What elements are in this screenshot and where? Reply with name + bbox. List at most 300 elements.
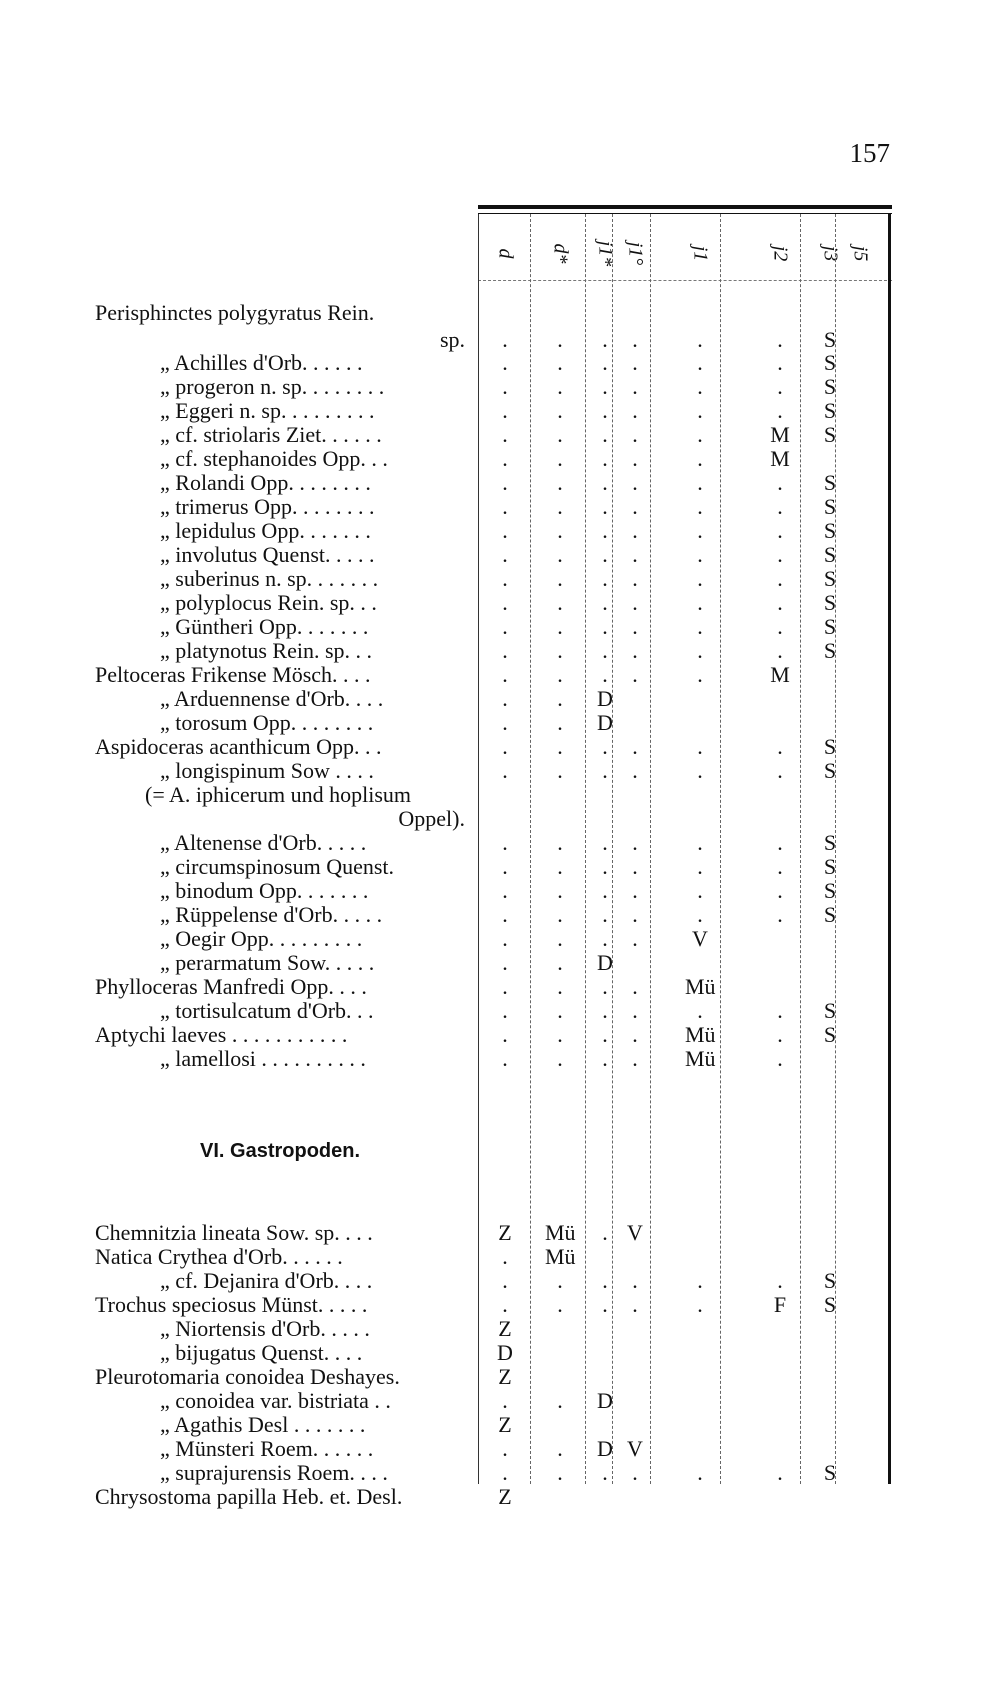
occurrence-cell: . bbox=[697, 1292, 703, 1317]
occurrence-cell: . bbox=[777, 998, 783, 1023]
occurrence-cell: . bbox=[632, 974, 638, 999]
table-row bbox=[0, 686, 1000, 712]
occurrence-cell: . bbox=[777, 1268, 783, 1293]
occurrence-cell: . bbox=[557, 398, 563, 423]
occurrence-cell: . bbox=[557, 710, 563, 735]
occurrence-cell: . bbox=[502, 327, 508, 352]
occurrence-cell: . bbox=[697, 998, 703, 1023]
table-row bbox=[0, 1316, 1000, 1342]
occurrence-cell: . bbox=[602, 1268, 608, 1293]
occurrence-cell: . bbox=[557, 926, 563, 951]
occurrence-cell: . bbox=[557, 974, 563, 999]
occurrence-cell: . bbox=[502, 446, 508, 471]
occurrence-cell: S bbox=[823, 758, 837, 783]
occurrence-cell: . bbox=[602, 1292, 608, 1317]
occurrence-cell: . bbox=[502, 494, 508, 519]
occurrence-cell: . bbox=[502, 662, 508, 687]
species-name: Peltoceras Frikense Mösch. . . . bbox=[95, 662, 371, 687]
table-row bbox=[0, 614, 1000, 640]
species-name: sp. bbox=[439, 327, 465, 352]
species-name: „ Agathis Desl . . . . . . . bbox=[160, 1412, 366, 1437]
table-row bbox=[0, 300, 1000, 326]
species-name: „ tortisulcatum d'Orb. . . bbox=[160, 998, 374, 1023]
occurrence-cell: . bbox=[697, 446, 703, 471]
table-row bbox=[0, 926, 1000, 952]
occurrence-cell: D bbox=[597, 1388, 613, 1413]
table-row bbox=[0, 1022, 1000, 1048]
occurrence-cell: . bbox=[602, 662, 608, 687]
occurrence-cell: . bbox=[697, 614, 703, 639]
species-name: „ perarmatum Sow. . . . . bbox=[160, 950, 375, 975]
occurrence-cell: . bbox=[557, 734, 563, 759]
occurrence-cell: D bbox=[497, 1340, 513, 1365]
species-name: „ involutus Quenst. . . . . bbox=[160, 542, 375, 567]
occurrence-cell: . bbox=[697, 878, 703, 903]
species-name: Natica Crythea d'Orb. . . . . . bbox=[95, 1244, 343, 1269]
occurrence-cell: . bbox=[777, 1046, 783, 1071]
occurrence-cell: Mü bbox=[685, 1022, 716, 1047]
occurrence-cell: . bbox=[697, 758, 703, 783]
occurrence-cell: . bbox=[777, 758, 783, 783]
table-row bbox=[0, 398, 1000, 424]
species-name: „ conoidea var. bistriata . . bbox=[160, 1388, 391, 1413]
occurrence-cell: S bbox=[823, 470, 837, 495]
species-name: „ Oegir Opp. . . . . . . . . bbox=[160, 926, 363, 951]
occurrence-cell: S bbox=[823, 398, 837, 423]
occurrence-cell: S bbox=[823, 878, 837, 903]
occurrence-cell: . bbox=[777, 590, 783, 615]
occurrence-cell: . bbox=[557, 878, 563, 903]
occurrence-cell: S bbox=[823, 734, 837, 759]
species-name: „ Münsteri Roem. . . . . . bbox=[160, 1436, 374, 1461]
occurrence-cell: . bbox=[557, 422, 563, 447]
occurrence-cell: . bbox=[632, 734, 638, 759]
occurrence-cell: . bbox=[557, 518, 563, 543]
occurrence-cell: Mü bbox=[685, 974, 716, 999]
occurrence-cell: . bbox=[502, 878, 508, 903]
occurrence-cell: . bbox=[557, 902, 563, 927]
occurrence-cell: . bbox=[602, 470, 608, 495]
occurrence-cell: . bbox=[502, 1244, 508, 1269]
species-name: „ Altenense d'Orb. . . . . bbox=[160, 830, 367, 855]
column-header-label: j3 bbox=[819, 245, 842, 262]
occurrence-cell: . bbox=[602, 758, 608, 783]
table-row bbox=[0, 1244, 1000, 1270]
occurrence-cell: D bbox=[597, 710, 613, 735]
table-row bbox=[0, 590, 1000, 616]
occurrence-cell: . bbox=[777, 878, 783, 903]
occurrence-cell: . bbox=[602, 494, 608, 519]
occurrence-cell: . bbox=[632, 422, 638, 447]
species-name: „ cf. striolaris Ziet. . . . . . bbox=[160, 422, 382, 447]
occurrence-cell: Z bbox=[498, 1220, 512, 1245]
occurrence-cell: . bbox=[557, 566, 563, 591]
column-header-label: j1* bbox=[594, 240, 617, 267]
species-name: Aptychi laeves . . . . . . . . . . . bbox=[95, 1022, 348, 1047]
occurrence-cell: . bbox=[557, 1460, 563, 1485]
occurrence-cell: S bbox=[823, 350, 837, 375]
occurrence-cell: . bbox=[557, 1022, 563, 1047]
occurrence-cell: Z bbox=[498, 1364, 512, 1389]
species-name: „ bijugatus Quenst. . . . bbox=[160, 1340, 363, 1365]
occurrence-cell: . bbox=[557, 446, 563, 471]
occurrence-cell: . bbox=[602, 854, 608, 879]
occurrence-cell: . bbox=[557, 327, 563, 352]
column-header-label: d bbox=[494, 248, 517, 259]
occurrence-cell: . bbox=[502, 518, 508, 543]
species-name: Trochus speciosus Münst. . . . . bbox=[95, 1292, 368, 1317]
occurrence-cell: . bbox=[697, 854, 703, 879]
occurrence-cell: . bbox=[632, 350, 638, 375]
occurrence-cell: M bbox=[770, 446, 790, 471]
occurrence-cell: . bbox=[557, 614, 563, 639]
occurrence-cell: . bbox=[777, 830, 783, 855]
table-row bbox=[0, 734, 1000, 760]
occurrence-cell: Mü bbox=[545, 1220, 576, 1245]
occurrence-cell: V bbox=[627, 1220, 643, 1245]
occurrence-cell: . bbox=[602, 830, 608, 855]
table-row bbox=[0, 1220, 1000, 1246]
occurrence-cell: S bbox=[823, 542, 837, 567]
occurrence-cell: . bbox=[557, 350, 563, 375]
occurrence-cell: . bbox=[602, 422, 608, 447]
occurrence-cell: . bbox=[502, 1436, 508, 1461]
species-name: Aspidoceras acanthicum Opp. . . bbox=[95, 734, 382, 759]
occurrence-cell: . bbox=[602, 974, 608, 999]
column-header-label: j5 bbox=[849, 245, 872, 262]
occurrence-cell: . bbox=[557, 638, 563, 663]
table-row bbox=[0, 998, 1000, 1024]
table-row bbox=[0, 542, 1000, 568]
occurrence-cell: S bbox=[823, 614, 837, 639]
table-row bbox=[0, 830, 1000, 856]
occurrence-cell: . bbox=[502, 902, 508, 927]
occurrence-cell: . bbox=[697, 734, 703, 759]
occurrence-cell: . bbox=[602, 734, 608, 759]
table-row bbox=[0, 350, 1000, 376]
table-row bbox=[0, 1388, 1000, 1414]
occurrence-cell: . bbox=[557, 830, 563, 855]
species-name: Chemnitzia lineata Sow. sp. . . . bbox=[95, 1220, 373, 1245]
occurrence-cell: . bbox=[697, 566, 703, 591]
occurrence-cell: . bbox=[632, 327, 638, 352]
occurrence-cell: S bbox=[823, 902, 837, 927]
occurrence-cell: . bbox=[602, 398, 608, 423]
occurrence-cell: . bbox=[697, 494, 703, 519]
species-name: „ Rüppelense d'Orb. . . . . bbox=[160, 902, 383, 927]
species-name: „ Eggeri n. sp. . . . . . . . . bbox=[160, 398, 375, 423]
occurrence-cell: . bbox=[602, 566, 608, 591]
occurrence-cell: . bbox=[697, 1460, 703, 1485]
species-name: „ polyplocus Rein. sp. . . bbox=[160, 590, 377, 615]
occurrence-cell: . bbox=[602, 1022, 608, 1047]
occurrence-cell: Mü bbox=[545, 1244, 576, 1269]
occurrence-cell: V bbox=[692, 926, 708, 951]
species-name: „ Niortensis d'Orb. . . . . bbox=[160, 1316, 370, 1341]
occurrence-cell: . bbox=[502, 830, 508, 855]
occurrence-cell: S bbox=[823, 1292, 837, 1317]
occurrence-cell: . bbox=[602, 590, 608, 615]
species-name: Perisphinctes polygyratus Rein. bbox=[95, 300, 375, 325]
occurrence-cell: . bbox=[502, 734, 508, 759]
occurrence-cell: S bbox=[823, 494, 837, 519]
column-header bbox=[685, 228, 715, 278]
occurrence-cell: . bbox=[632, 542, 638, 567]
column-header bbox=[620, 228, 650, 278]
table-row bbox=[0, 1412, 1000, 1438]
occurrence-cell: . bbox=[557, 1292, 563, 1317]
occurrence-cell: . bbox=[502, 974, 508, 999]
species-name: „ suberinus n. sp. . . . . . . bbox=[160, 566, 379, 591]
species-name: „ circumspinosum Quenst. bbox=[160, 854, 395, 879]
table-row bbox=[0, 518, 1000, 544]
occurrence-cell: S bbox=[823, 518, 837, 543]
table-top-rule-thin bbox=[478, 213, 892, 214]
occurrence-cell: V bbox=[627, 1436, 643, 1461]
occurrence-cell: . bbox=[632, 1460, 638, 1485]
species-name: „ trimerus Opp. . . . . . . . bbox=[160, 494, 375, 519]
occurrence-cell: . bbox=[502, 998, 508, 1023]
occurrence-cell: D bbox=[597, 1436, 613, 1461]
occurrence-cell: . bbox=[632, 614, 638, 639]
occurrence-cell: . bbox=[697, 1268, 703, 1293]
occurrence-cell: . bbox=[602, 878, 608, 903]
occurrence-cell: . bbox=[697, 422, 703, 447]
occurrence-cell: Z bbox=[498, 1412, 512, 1437]
occurrence-cell: . bbox=[697, 470, 703, 495]
occurrence-cell: . bbox=[632, 494, 638, 519]
occurrence-cell: . bbox=[502, 374, 508, 399]
occurrence-cell: . bbox=[777, 374, 783, 399]
species-name: „ suprajurensis Roem. . . . bbox=[160, 1460, 388, 1485]
occurrence-cell: . bbox=[632, 590, 638, 615]
occurrence-cell: . bbox=[557, 590, 563, 615]
occurrence-cell: M bbox=[770, 422, 790, 447]
species-name: Pleurotomaria conoidea Deshayes. bbox=[95, 1364, 400, 1389]
table-row bbox=[0, 1340, 1000, 1366]
occurrence-cell: Z bbox=[498, 1316, 512, 1341]
species-name: (= A. iphicerum und hoplisum bbox=[145, 782, 411, 807]
occurrence-cell: . bbox=[557, 662, 563, 687]
occurrence-cell: . bbox=[632, 518, 638, 543]
species-name: „ Rolandi Opp. . . . . . . . bbox=[160, 470, 371, 495]
occurrence-cell: . bbox=[557, 998, 563, 1023]
occurrence-cell: . bbox=[502, 1388, 508, 1413]
occurrence-cell: . bbox=[602, 638, 608, 663]
species-name: „ lamellosi . . . . . . . . . . bbox=[160, 1046, 366, 1071]
species-name: „ platynotus Rein. sp. . . bbox=[160, 638, 373, 663]
occurrence-cell: . bbox=[632, 758, 638, 783]
occurrence-cell: . bbox=[502, 590, 508, 615]
occurrence-cell: S bbox=[823, 422, 837, 447]
occurrence-cell: . bbox=[502, 1046, 508, 1071]
species-name: „ cf. Dejanira d'Orb. . . . bbox=[160, 1268, 373, 1293]
occurrence-cell: . bbox=[557, 1268, 563, 1293]
occurrence-cell: . bbox=[502, 1022, 508, 1047]
occurrence-cell: . bbox=[502, 686, 508, 711]
occurrence-cell: . bbox=[777, 614, 783, 639]
occurrence-cell: . bbox=[697, 830, 703, 855]
occurrence-cell: . bbox=[632, 902, 638, 927]
occurrence-cell: . bbox=[557, 1388, 563, 1413]
section-heading-text: VI. Gastropoden. bbox=[200, 1140, 361, 1162]
occurrence-cell: . bbox=[697, 350, 703, 375]
table-row bbox=[0, 782, 1000, 808]
occurrence-cell: . bbox=[502, 470, 508, 495]
occurrence-cell: S bbox=[823, 327, 837, 352]
occurrence-cell: S bbox=[823, 590, 837, 615]
table-row bbox=[0, 710, 1000, 736]
occurrence-cell: . bbox=[777, 854, 783, 879]
occurrence-cell: . bbox=[502, 758, 508, 783]
occurrence-cell: . bbox=[557, 950, 563, 975]
occurrence-cell: S bbox=[823, 638, 837, 663]
occurrence-cell: . bbox=[502, 398, 508, 423]
occurrence-cell: . bbox=[602, 542, 608, 567]
occurrence-cell: . bbox=[602, 614, 608, 639]
table-row bbox=[0, 662, 1000, 688]
occurrence-cell: S bbox=[823, 566, 837, 591]
species-name: „ Arduennense d'Orb. . . . bbox=[160, 686, 384, 711]
species-name: „ Achilles d'Orb. . . . . . bbox=[160, 350, 363, 375]
occurrence-cell: S bbox=[823, 1022, 837, 1047]
occurrence-cell: . bbox=[632, 830, 638, 855]
table-row bbox=[0, 470, 1000, 496]
occurrence-cell: . bbox=[557, 854, 563, 879]
column-header bbox=[765, 228, 795, 278]
occurrence-cell: . bbox=[777, 1460, 783, 1485]
occurrence-cell: . bbox=[632, 566, 638, 591]
species-name: „ lepidulus Opp. . . . . . . bbox=[160, 518, 371, 543]
occurrence-cell: . bbox=[502, 1460, 508, 1485]
table-row bbox=[0, 974, 1000, 1000]
occurrence-cell: . bbox=[557, 686, 563, 711]
occurrence-cell: . bbox=[632, 374, 638, 399]
species-name: „ torosum Opp. . . . . . . . bbox=[160, 710, 374, 735]
table-row bbox=[0, 374, 1000, 400]
occurrence-cell: . bbox=[632, 662, 638, 687]
occurrence-cell: . bbox=[777, 350, 783, 375]
occurrence-cell: . bbox=[502, 638, 508, 663]
occurrence-cell: . bbox=[632, 1046, 638, 1071]
occurrence-cell: . bbox=[632, 470, 638, 495]
species-name: „ cf. stephanoides Opp. . . bbox=[160, 446, 388, 471]
occurrence-cell: . bbox=[632, 398, 638, 423]
occurrence-cell: . bbox=[777, 398, 783, 423]
occurrence-cell: S bbox=[823, 1460, 837, 1485]
table-row bbox=[0, 1460, 1000, 1486]
occurrence-cell: . bbox=[602, 518, 608, 543]
occurrence-cell: . bbox=[602, 926, 608, 951]
occurrence-cell: . bbox=[602, 1046, 608, 1071]
occurrence-cell: M bbox=[770, 662, 790, 687]
occurrence-cell: . bbox=[777, 327, 783, 352]
occurrence-cell: . bbox=[602, 1220, 608, 1245]
species-name: Phylloceras Manfredi Opp. . . . bbox=[95, 974, 367, 999]
occurrence-cell: . bbox=[697, 327, 703, 352]
table-top-rule bbox=[478, 205, 892, 209]
column-header bbox=[590, 228, 620, 278]
occurrence-cell: . bbox=[557, 494, 563, 519]
column-header-label: j1° bbox=[624, 241, 647, 266]
occurrence-cell: . bbox=[502, 926, 508, 951]
occurrence-cell: . bbox=[777, 1022, 783, 1047]
occurrence-cell: . bbox=[697, 590, 703, 615]
occurrence-cell: . bbox=[602, 902, 608, 927]
occurrence-cell: . bbox=[632, 1268, 638, 1293]
occurrence-cell: S bbox=[823, 1268, 837, 1293]
occurrence-cell: . bbox=[632, 1292, 638, 1317]
occurrence-cell: . bbox=[777, 542, 783, 567]
table-row bbox=[0, 758, 1000, 784]
occurrence-cell: . bbox=[777, 494, 783, 519]
occurrence-cell: . bbox=[502, 350, 508, 375]
occurrence-cell: . bbox=[602, 998, 608, 1023]
occurrence-cell: . bbox=[502, 710, 508, 735]
occurrence-cell: . bbox=[602, 350, 608, 375]
occurrence-cell: . bbox=[502, 1292, 508, 1317]
occurrence-cell: S bbox=[823, 374, 837, 399]
occurrence-cell: . bbox=[502, 854, 508, 879]
occurrence-cell: . bbox=[602, 446, 608, 471]
table-row bbox=[0, 1046, 1000, 1072]
occurrence-cell: Mü bbox=[685, 1046, 716, 1071]
occurrence-cell: . bbox=[632, 1022, 638, 1047]
occurrence-cell: . bbox=[632, 446, 638, 471]
occurrence-cell: . bbox=[502, 614, 508, 639]
table-row bbox=[0, 878, 1000, 904]
page-number: 157 bbox=[849, 138, 890, 168]
occurrence-cell: F bbox=[773, 1292, 787, 1317]
occurrence-cell: . bbox=[697, 542, 703, 567]
occurrence-cell: . bbox=[777, 902, 783, 927]
table-row bbox=[0, 422, 1000, 448]
occurrence-cell: . bbox=[697, 518, 703, 543]
occurrence-cell: D bbox=[597, 686, 613, 711]
species-name: Chrysostoma papilla Heb. et. Desl. bbox=[95, 1484, 403, 1509]
species-name: Oppel). bbox=[398, 806, 465, 831]
species-name: „ longispinum Sow . . . . bbox=[160, 758, 374, 783]
table-row bbox=[0, 446, 1000, 472]
table-row bbox=[0, 1364, 1000, 1390]
occurrence-cell: . bbox=[777, 734, 783, 759]
species-name: „ binodum Opp. . . . . . . bbox=[160, 878, 369, 903]
table-row bbox=[0, 1292, 1000, 1318]
occurrence-cell: S bbox=[823, 998, 837, 1023]
species-name: „ progeron n. sp. . . . . . . . bbox=[160, 374, 385, 399]
species-name: „ Güntheri Opp. . . . . . . bbox=[160, 614, 369, 639]
header-divider bbox=[478, 280, 892, 281]
occurrence-cell: . bbox=[632, 854, 638, 879]
table-row bbox=[0, 1436, 1000, 1462]
column-header-label: d* bbox=[549, 243, 572, 264]
occurrence-cell: . bbox=[557, 1436, 563, 1461]
table-row bbox=[0, 1268, 1000, 1294]
occurrence-cell: . bbox=[602, 374, 608, 399]
occurrence-cell: . bbox=[557, 1046, 563, 1071]
occurrence-cell: . bbox=[777, 518, 783, 543]
occurrence-cell: . bbox=[697, 398, 703, 423]
table-row bbox=[0, 806, 1000, 832]
table-row bbox=[0, 950, 1000, 976]
column-header-label: j2 bbox=[769, 245, 792, 262]
occurrence-cell: S bbox=[823, 830, 837, 855]
occurrence-cell: . bbox=[557, 542, 563, 567]
column-header bbox=[815, 228, 845, 278]
table-row bbox=[0, 902, 1000, 928]
table-row bbox=[0, 566, 1000, 592]
occurrence-cell: . bbox=[632, 998, 638, 1023]
